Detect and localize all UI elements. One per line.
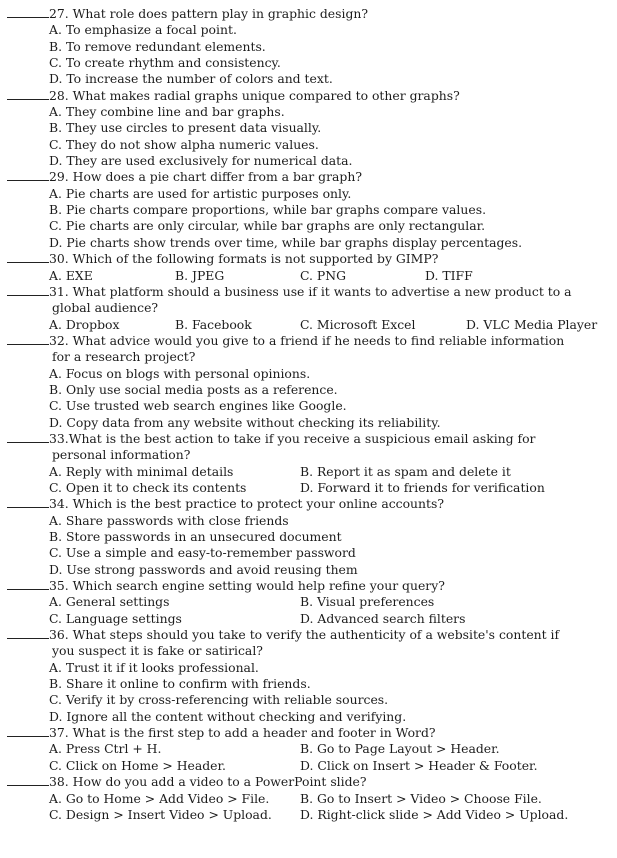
question-34-text: 34. Which is the best practice to protect your online accounts? [49,496,444,512]
option-37-a: A. Press Ctrl + H. [49,741,162,757]
option-36-b: B. Share it online to confirm with friends. [49,676,311,692]
option-29-b: B. Pie charts compare proportions, while bar graphs compare values. [49,202,487,218]
option-31-b: B. Facebook [175,316,252,332]
option-27-a: A. To emphasize a focal point. [49,22,237,38]
option-29-c: C. Pie charts are only circular, while bar graphs are only rectangular. [49,218,486,234]
option-34-a: A. Share passwords with close friends [49,512,289,528]
question-35-text: 35. Which search engine setting would help refine your query? [49,578,445,594]
option-35-c: C. Language settings [49,610,182,626]
answer-blank-30[interactable] [7,251,49,263]
question-36 [0,627,617,725]
question-27-text: 27. What role does pattern play in graphic design? [49,6,368,21]
option-36-c: C. Verify it by cross-referencing with reliable sources. [49,692,389,708]
question-29 [0,169,617,251]
options-37-row-2 [0,758,617,774]
option-30-b: B. JPEG [175,267,225,283]
options-30 [0,268,617,284]
answer-blank-37[interactable] [7,725,49,737]
question-36-continuation: you suspect it is fake or satirical? [52,643,263,659]
option-30-a: A. EXE [49,267,93,283]
answer-blank-36[interactable] [7,627,49,639]
question-32-text: 32. What advice would you give to a friend if he needs to find reliable information [49,332,565,348]
question-37-text: 37. What is the first step to add a header and footer in Word? [49,725,436,741]
option-32-c: C. Use trusted web search engines like Google. [49,398,347,414]
option-38-a: A. Go to Home > Add Video > File. [49,790,270,806]
question-36-text: 36. What steps should you take to verify the authenticity of a website's content if [49,627,560,643]
option-34-d: D. Use strong passwords and avoid reusing them [49,561,358,577]
option-28-d: D. They are used exclusively for numerical data. [49,153,353,169]
option-28-c: C. They do not show alpha numeric values. [49,136,319,152]
answer-blank-28[interactable] [7,88,49,100]
question-33-continuation: personal information? [52,447,191,463]
question-30-text: 30. Which of the following formats is not supported by GIMP? [49,251,439,267]
question-27 [0,6,617,88]
option-30-c: C. PNG [300,267,346,283]
option-28-b: B. They use circles to present data visually. [49,120,322,136]
option-29-d: D. Pie charts show trends over time, while bar graphs display percentages. [49,234,523,250]
question-37 [0,725,617,774]
option-35-a: A. General settings [49,594,170,610]
option-32-b: B. Only use social media posts as a reference. [49,381,338,397]
answer-blank-27[interactable] [7,6,49,18]
option-30-d: D. TIFF [425,267,473,283]
option-38-b: B. Go to Insert > Video > Choose File. [300,790,542,806]
question-28-text: 28. What makes radial graphs unique compared to other graphs? [49,87,460,103]
options-38-row-1 [0,791,617,807]
options-37-row-1 [0,741,617,757]
option-35-b: B. Visual preferences [300,594,435,610]
quiz-sheet [0,6,617,823]
option-31-c: C. Microsoft Excel [300,316,416,332]
question-31-text: 31. What platform should a business use if it wants to advertise a new product to a [49,283,572,299]
option-31-d: D. VLC Media Player [466,316,598,332]
options-33-row-2 [0,480,617,496]
option-33-d: D. Forward it to friends for verification [300,479,545,495]
question-32 [0,333,617,431]
option-31-a: A. Dropbox [49,316,120,332]
option-32-d: D. Copy data from any website without checking its reliability. [49,414,441,430]
options-33-row-1 [0,464,617,480]
question-29-text: 29. How does a pie chart differ from a bar graph? [49,169,362,185]
option-37-c: C. Click on Home > Header. [49,757,226,773]
question-33 [0,431,617,496]
option-36-a: A. Trust it if it looks professional. [49,659,259,675]
option-33-a: A. Reply with minimal details [49,463,234,479]
option-33-c: C. Open it to check its contents [49,479,247,495]
option-32-a: A. Focus on blogs with personal opinions. [49,365,311,381]
option-35-d: D. Advanced search filters [300,610,466,626]
option-36-d: D. Ignore all the content without checking and verifying. [49,708,407,724]
answer-blank-29[interactable] [7,169,49,181]
option-27-c: C. To create rhythm and consistency. [49,55,281,71]
option-38-d: D. Right-click slide > Add Video > Upload. [300,806,569,822]
answer-blank-32[interactable] [7,333,49,345]
answer-blank-35[interactable] [7,578,49,590]
question-32-continuation: for a research project? [52,349,196,365]
option-37-d: D. Click on Insert > Header & Footer. [300,757,538,773]
option-34-b: B. Store passwords in an unsecured document [49,529,342,544]
question-38 [0,774,617,823]
question-33-text: 33.What is the best action to take if you receive a suspicious email asking for [49,430,536,446]
question-31-continuation: global audience? [52,300,159,316]
question-30 [0,251,617,284]
question-31 [0,284,617,333]
options-35-row-2 [0,611,617,627]
answer-blank-34[interactable] [7,496,49,508]
answer-blank-33[interactable] [7,431,49,443]
answer-blank-38[interactable] [7,774,49,786]
options-31 [0,317,617,333]
option-27-d: D. To increase the number of colors and text. [49,71,333,87]
option-34-c: C. Use a simple and easy-to-remember password [49,545,356,561]
options-38-row-2 [0,807,617,823]
option-27-b: B. To remove redundant elements. [49,38,266,54]
option-37-b: B. Go to Page Layout > Header. [300,741,500,757]
answer-blank-31[interactable] [7,284,49,296]
option-33-b: B. Report it as spam and delete it [300,463,511,479]
option-28-a: A. They combine line and bar graphs. [49,104,285,120]
question-28 [0,88,617,170]
option-29-a: A. Pie charts are used for artistic purposes only. [49,185,352,201]
options-35-row-1 [0,594,617,610]
question-35 [0,578,617,627]
option-38-c: C. Design > Insert Video > Upload. [49,806,272,822]
question-34 [0,496,617,578]
question-38-text: 38. How do you add a video to a PowerPoint slide? [49,774,367,790]
